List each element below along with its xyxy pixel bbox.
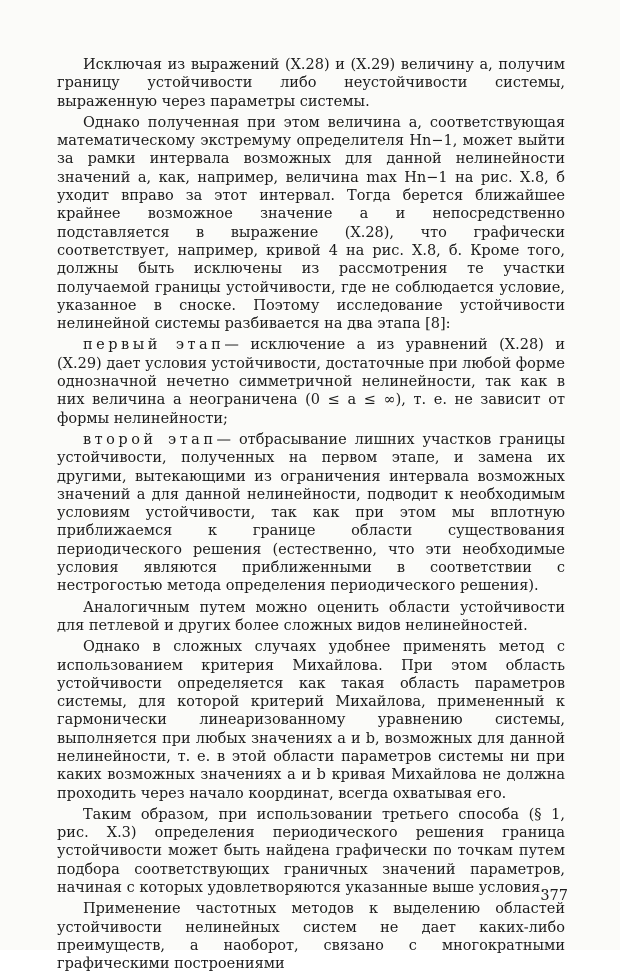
stage-2-label: второй этап — [83, 431, 217, 448]
page-number: 377 — [540, 888, 568, 904]
stage-1-label: первый этап — [83, 337, 225, 354]
body-text — [57, 56, 565, 977]
stage-2-paragraph — [57, 431, 565, 596]
stage-1-text: — исключение a из уравнений (X.28) и (X.29) дает условия устойчивости, достаточные при любой форме однозначной нечетно симметричной нелинейности, так как в них величина a неограничена (0 ≤ a ≤ ∞), т. е. не зависит от формы нелинейности; — [57, 337, 565, 427]
paragraph-2: Однако полученная при этом величина a, соответствующая математическому экстремуму определителя Hn−1, может выйти за рамки интервала возможных для данной нелинейности значений a, как, например, величина max Hn−1 на рис. X.8, б уходит вправо за этот интервал. Тогда берется ближайшее крайнее возможное значение a и непосредственно подставляется в выражение (X.28), что графически соответствует, например, кривой 4 на рис. X.8, б. Кроме того, должны быть исключены из рассмотрения те участки получаемой границы устойчивости, где не соблюдается условие, указанное в сноске. Поэтому исследование устойчивости нелинейной системы разбивается на два этапа [8]: — [57, 114, 565, 333]
paragraph-3: Аналогичным путем можно оценить области устойчивости для петлевой и других более сложных видов нелинейностей. — [57, 599, 565, 634]
paragraph-5: Таким образом, при использовании третьего способа (§ 1, рис. X.3) определения периодического решения граница устойчивости может быть найдена графически по точкам путем подбора соответствующих граничных значений параметров, начиная с которых удовлетворяются указанные выше условия. — [57, 806, 565, 897]
stage-1-paragraph — [57, 336, 565, 427]
paragraph-1: Исключая из выражений (X.28) и (X.29) величину a, получим границу устойчивости либо неустойчивости системы, выраженную через параметры системы. — [57, 57, 565, 110]
paragraph-6: Применение частотных методов к выделению областей устойчивости нелинейных систем не дает каких-либо преимуществ, а наоборот, связано с многократными графическими построениями — [57, 901, 565, 973]
paragraph-4: Однако в сложных случаях удобнее применять метод с использованием критерия Михайлова. При этом область устойчивости определяется как такая область параметров системы, для которой критерий Михайлова, примененный к гармонически линеаризованному уравнению системы, выполняется при любых значениях a и b, возможных для данной нелинейности, т. е. в этой области параметров системы ни при каких возможных значениях a и b кривая Михайлова не должна проходить через начало координат, всегда охватывая его. — [57, 639, 565, 802]
stage-2-text: — отбрасывание лишних участков границы устойчивости, полученных на первом этапе, и замена их другими, вытекающими из ограничения интервала возможных значений a для данной нелинейности, подводит к необходимым условиям устойчивости, так как при этом мы вплотную приближаемся к границе области существования периодического решения (естественно, что эти необходимые условия являются приближенными в соответствии с нестрогостью метода определения периодического решения). — [57, 431, 566, 595]
